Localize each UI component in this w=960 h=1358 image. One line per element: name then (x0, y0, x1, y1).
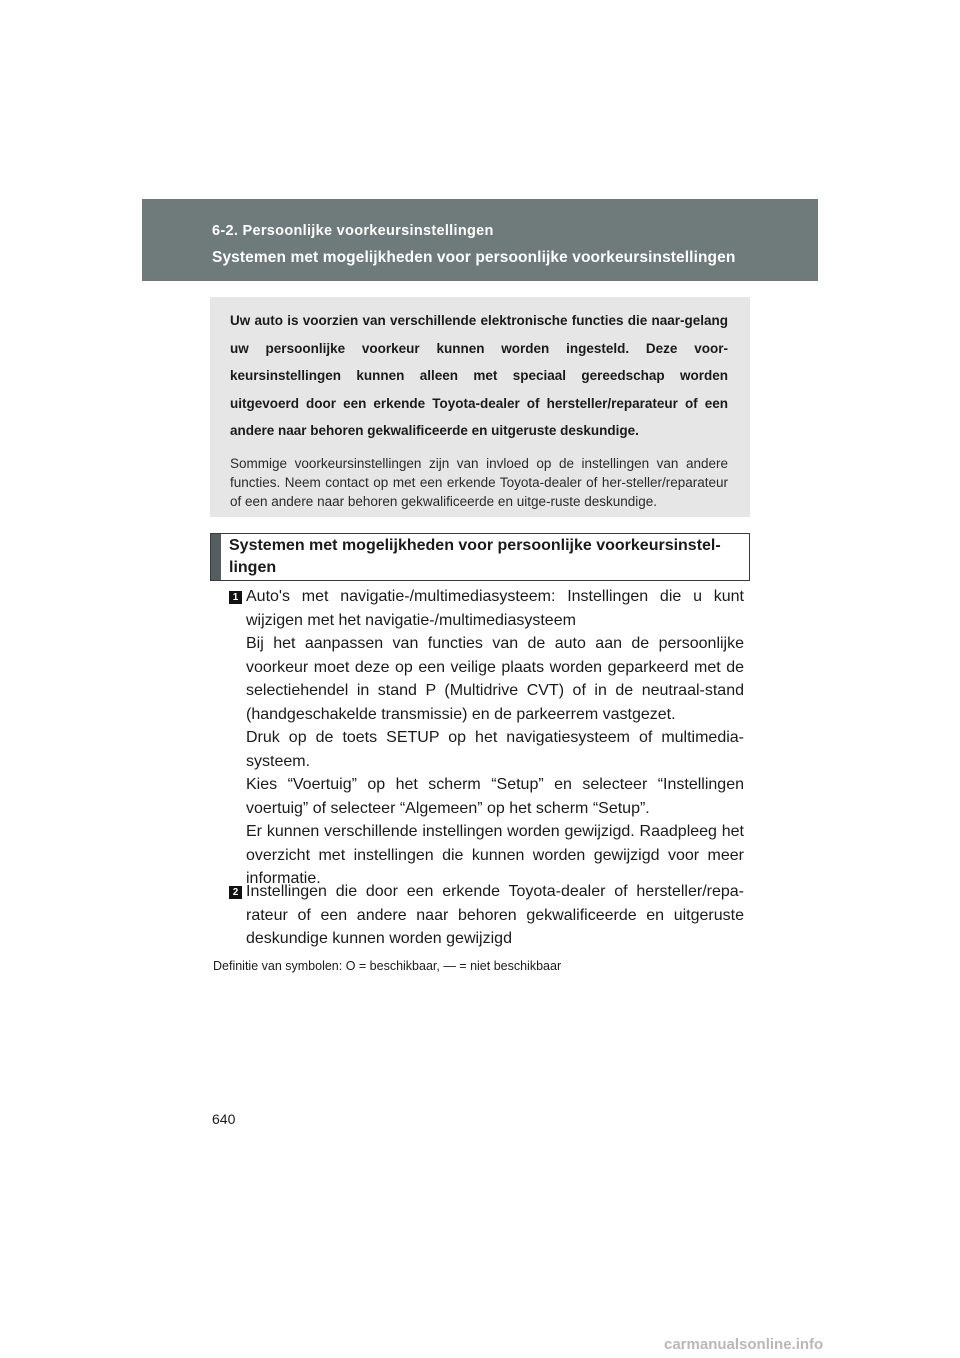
section-subtitle: Systemen met mogelijkheden voor persoonlijke voorkeursinstellingen (212, 249, 736, 266)
intro-bold-paragraph: Uw auto is voorzien van verschillende elektronische functies die naar-gelang uw persoonlijke voorkeur kunnen worden ingesteld. Deze voor-keursinstellingen kunnen alleen met speciaal gereedschap worden uitgevoerd door een erkende Toyota-dealer of hersteller/reparateur of een andere naar behoren gekwalificeerde en uitgeruste deskundige. (230, 313, 728, 438)
item-1-paragraph-2: Druk op de toets SETUP op het navigatiesysteem of multimedia-systeem. (246, 729, 744, 770)
item-2-title: Instellingen die door een erkende Toyota-dealer of hersteller/repa-rateur of een andere naar behoren gekwalificeerde en uitgeruste deskundige kunnen worden gewijzigd (246, 883, 744, 947)
section-heading-text: Systemen met mogelijkheden voor persoonlijke voorkeursinstel-lingen (229, 537, 721, 576)
item-1-paragraph-1: Bij het aanpassen van functies van de auto aan de persoonlijke voorkeur moet deze op een veilige plaats worden geparkeerd met de selectiehendel in stand P (Multidrive CVT) of in de neutraal-stand (handgeschakelde transmissie) en de parkeerrem vastgezet. (246, 635, 744, 723)
item-number-1-icon: 1 (229, 591, 242, 604)
section-label: 6-2. Persoonlijke voorkeursinstellingen (212, 223, 494, 239)
intro-box (210, 297, 750, 517)
item-1-paragraph-4: Er kunnen verschillende instellingen worden gewijzigd. Raadpleeg het overzicht met instellingen die kunnen worden gewijzigd voor meer informatie. (246, 823, 744, 887)
list-item-1 (246, 585, 744, 891)
watermark: carmanualsonline.info (664, 1336, 824, 1353)
list-item-2 (246, 880, 744, 951)
heading-accent-bar (211, 534, 221, 580)
intro-note-paragraph: Sommige voorkeursinstellingen zijn van invloed op de instellingen van andere functies. Neem contact op met een erkende Toyota-dealer of her-steller/reparateur of een andere naar behoren gekwalificeerde en uitge-ruste deskundige. (230, 455, 728, 509)
item-1-paragraph-3: Kies “Voertuig” op het scherm “Setup” en selecteer “Instellingen voertuig” of selecteer “Algemeen” op het scherm “Setup”. (246, 776, 744, 817)
section-heading (210, 533, 750, 581)
section-header-band (142, 199, 818, 281)
symbol-definition: Definitie van symbolen: O = beschikbaar, — = niet beschikbaar (213, 959, 562, 973)
item-number-2-icon: 2 (229, 886, 242, 899)
page-number: 640 (212, 1111, 236, 1127)
item-1-title: Auto's met navigatie-/multimediasysteem: Instellingen die u kunt wijzigen met het navigatie-/multimediasysteem (246, 588, 744, 629)
